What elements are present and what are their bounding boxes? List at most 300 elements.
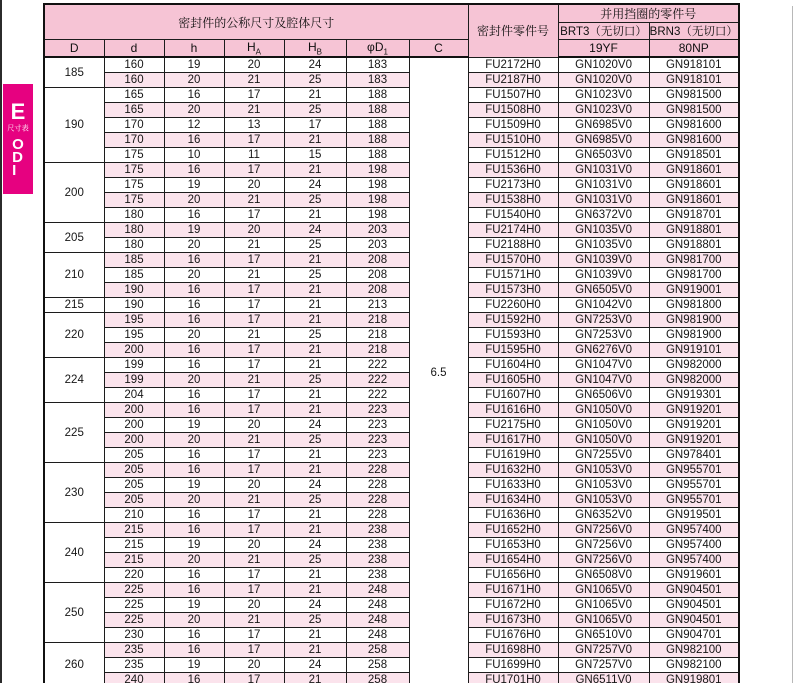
cell-seal-part-number: FU2187H0 (468, 73, 558, 88)
cell-d: 204 (104, 388, 164, 403)
cell-ring-19yf: GN7255V0 (558, 448, 649, 463)
table-row (44, 493, 739, 508)
cell-seal-part-number: FU1676H0 (468, 628, 558, 643)
cell-D: 205 (44, 223, 104, 253)
header-ring-type-brt3: BRT3（无切口） (558, 23, 649, 40)
cell-ring-19yf: GN1031V0 (558, 193, 649, 208)
cell-ring-19yf: GN6985V0 (558, 118, 649, 133)
cell-seal-part-number: FU1536H0 (468, 163, 558, 178)
cell-ring-19yf: GN7253V0 (558, 313, 649, 328)
cell-d: 175 (104, 193, 164, 208)
header-ring-code-19yf: 19YF (558, 40, 649, 58)
cell-h: 16 (164, 88, 224, 103)
cell-HA: 17 (224, 463, 284, 478)
cell-HA: 21 (224, 553, 284, 568)
table-row (44, 133, 739, 148)
cell-d: 175 (104, 163, 164, 178)
table-row (44, 463, 739, 478)
cell-phi-D1: 228 (346, 493, 409, 508)
cell-seal-part-number: FU1593H0 (468, 328, 558, 343)
cell-h: 16 (164, 523, 224, 538)
cell-h: 16 (164, 628, 224, 643)
table-row (44, 163, 739, 178)
cell-ring-19yf: GN1039V0 (558, 268, 649, 283)
cell-HB: 25 (284, 373, 346, 388)
page-right-border-line (792, 6, 793, 683)
cell-ring-80np: GN904501 (649, 613, 739, 628)
cell-d: 170 (104, 133, 164, 148)
cell-d: 180 (104, 238, 164, 253)
cell-HA: 17 (224, 283, 284, 298)
cell-phi-D1: 222 (346, 373, 409, 388)
cell-d: 175 (104, 148, 164, 163)
table-row (44, 178, 739, 193)
cell-ring-80np: GN919201 (649, 433, 739, 448)
cell-d: 205 (104, 478, 164, 493)
cell-h: 19 (164, 418, 224, 433)
table-row (44, 298, 739, 313)
cell-ring-19yf: GN6508V0 (558, 568, 649, 583)
cell-HA: 17 (224, 133, 284, 148)
cell-ring-19yf: GN6503V0 (558, 148, 649, 163)
cell-ring-80np: GN981500 (649, 88, 739, 103)
cell-phi-D1: 188 (346, 148, 409, 163)
header-ring-code-80np: 80NP (649, 40, 739, 58)
cell-seal-part-number: FU1671H0 (468, 583, 558, 598)
cell-h: 16 (164, 163, 224, 178)
cell-HB: 24 (284, 418, 346, 433)
cell-ring-19yf: GN1035V0 (558, 238, 649, 253)
section-index-tab (3, 84, 33, 194)
cell-HB: 24 (284, 658, 346, 673)
cell-h: 16 (164, 403, 224, 418)
cell-phi-D1: 208 (346, 268, 409, 283)
cell-HA: 17 (224, 403, 284, 418)
section-tab-letter: I (12, 162, 17, 179)
cell-phi-D1: 228 (346, 463, 409, 478)
cell-d: 225 (104, 613, 164, 628)
cell-ring-19yf: GN6510V0 (558, 628, 649, 643)
cell-ring-19yf: GN1035V0 (558, 223, 649, 238)
cell-d: 225 (104, 598, 164, 613)
cell-D: 210 (44, 253, 104, 298)
cell-ring-19yf: GN6352V0 (558, 508, 649, 523)
cell-HB: 21 (284, 448, 346, 463)
cell-HA: 11 (224, 148, 284, 163)
cell-HB: 24 (284, 598, 346, 613)
cell-phi-D1: 213 (346, 298, 409, 313)
cell-seal-part-number: FU1632H0 (468, 463, 558, 478)
cell-d: 215 (104, 523, 164, 538)
cell-phi-D1: 218 (346, 343, 409, 358)
cell-ring-19yf: GN7256V0 (558, 538, 649, 553)
cell-ring-80np: GN981700 (649, 253, 739, 268)
cell-ring-80np: GN955701 (649, 493, 739, 508)
cell-seal-part-number: FU1634H0 (468, 493, 558, 508)
cell-HA: 21 (224, 493, 284, 508)
cell-D: 260 (44, 643, 104, 683)
cell-ring-80np: GN981900 (649, 328, 739, 343)
cell-ring-19yf: GN1065V0 (558, 598, 649, 613)
cell-HB: 25 (284, 103, 346, 118)
cell-phi-D1: 248 (346, 598, 409, 613)
cell-d: 190 (104, 298, 164, 313)
cell-ring-19yf: GN6505V0 (558, 283, 649, 298)
table-header (44, 4, 739, 57)
cell-ring-19yf: GN1053V0 (558, 478, 649, 493)
cell-HB: 21 (284, 283, 346, 298)
cell-ring-80np: GN981800 (649, 298, 739, 313)
cell-ring-19yf: GN7253V0 (558, 328, 649, 343)
cell-ring-80np: GN919101 (649, 343, 739, 358)
cell-HB: 21 (284, 568, 346, 583)
cell-phi-D1: 248 (346, 628, 409, 643)
cell-HB: 25 (284, 613, 346, 628)
cell-ring-80np: GN919201 (649, 418, 739, 433)
cell-phi-D1: 203 (346, 223, 409, 238)
cell-seal-part-number: FU1699H0 (468, 658, 558, 673)
header-col-d: d (104, 40, 164, 58)
cell-HA: 20 (224, 478, 284, 493)
header-col-h: h (164, 40, 224, 58)
cell-seal-part-number: FU1701H0 (468, 673, 558, 683)
cell-ring-19yf: GN1031V0 (558, 178, 649, 193)
cell-D: 240 (44, 523, 104, 583)
cell-h: 20 (164, 433, 224, 448)
cell-D: 220 (44, 313, 104, 358)
header-dims-title: 密封件的公称尺寸及腔体尺寸 (44, 4, 468, 40)
table-row (44, 343, 739, 358)
dimension-table (43, 3, 740, 683)
cell-d: 205 (104, 493, 164, 508)
cell-d: 165 (104, 88, 164, 103)
cell-ring-80np: GN982100 (649, 658, 739, 673)
cell-seal-part-number: FU1619H0 (468, 448, 558, 463)
cell-HA: 17 (224, 313, 284, 328)
cell-HB: 25 (284, 553, 346, 568)
cell-ring-80np: GN918101 (649, 73, 739, 88)
cell-HA: 17 (224, 343, 284, 358)
cell-d: 160 (104, 57, 164, 73)
cell-HA: 21 (224, 103, 284, 118)
cell-ring-19yf: GN6511V0 (558, 673, 649, 683)
cell-HA: 21 (224, 433, 284, 448)
cell-HB: 21 (284, 388, 346, 403)
cell-HB: 21 (284, 628, 346, 643)
cell-seal-part-number: FU2172H0 (468, 57, 558, 73)
cell-ring-19yf: GN1065V0 (558, 613, 649, 628)
table-row (44, 358, 739, 373)
cell-seal-part-number: FU1508H0 (468, 103, 558, 118)
cell-ring-80np: GN919601 (649, 568, 739, 583)
cell-d: 185 (104, 253, 164, 268)
cell-d: 195 (104, 328, 164, 343)
cell-ring-80np: GN918601 (649, 178, 739, 193)
cell-h: 19 (164, 223, 224, 238)
header-ring-type-brn3: BRN3（无切口） (649, 23, 739, 40)
cell-h: 19 (164, 478, 224, 493)
cell-ring-80np: GN981600 (649, 118, 739, 133)
cell-ring-80np: GN904501 (649, 598, 739, 613)
cell-phi-D1: 188 (346, 103, 409, 118)
cell-HA: 17 (224, 298, 284, 313)
cell-ring-80np: GN981600 (649, 133, 739, 148)
cell-h: 20 (164, 373, 224, 388)
cell-ring-19yf: GN1050V0 (558, 433, 649, 448)
cell-h: 10 (164, 148, 224, 163)
table-row (44, 478, 739, 493)
table-row (44, 103, 739, 118)
cell-phi-D1: 258 (346, 643, 409, 658)
cell-h: 20 (164, 193, 224, 208)
table-row (44, 73, 739, 88)
cell-phi-D1: 183 (346, 57, 409, 73)
cell-phi-D1: 208 (346, 283, 409, 298)
cell-seal-part-number: FU1633H0 (468, 478, 558, 493)
cell-ring-80np: GN918801 (649, 223, 739, 238)
cell-phi-D1: 238 (346, 523, 409, 538)
table-row (44, 673, 739, 683)
cell-phi-D1: 188 (346, 118, 409, 133)
cell-ring-19yf: GN1039V0 (558, 253, 649, 268)
cell-seal-part-number: FU1654H0 (468, 553, 558, 568)
cell-phi-D1: 198 (346, 163, 409, 178)
cell-HA: 21 (224, 268, 284, 283)
cell-seal-part-number: FU1605H0 (468, 373, 558, 388)
header-part-number-title: 密封件零件号 (468, 4, 558, 57)
cell-phi-D1: 223 (346, 433, 409, 448)
cell-HA: 13 (224, 118, 284, 133)
cell-HB: 25 (284, 493, 346, 508)
cell-ring-19yf: GN6506V0 (558, 388, 649, 403)
cell-ring-19yf: GN6276V0 (558, 343, 649, 358)
cell-ring-80np: GN981500 (649, 103, 739, 118)
cell-seal-part-number: FU1672H0 (468, 598, 558, 613)
cell-HA: 17 (224, 628, 284, 643)
cell-seal-part-number: FU1595H0 (468, 343, 558, 358)
cell-seal-part-number: FU1540H0 (468, 208, 558, 223)
cell-ring-19yf: GN6372V0 (558, 208, 649, 223)
cell-h: 16 (164, 673, 224, 683)
cell-D: 190 (44, 88, 104, 163)
cell-ring-80np: GN957400 (649, 553, 739, 568)
cell-HB: 21 (284, 463, 346, 478)
table-row (44, 57, 739, 73)
cell-D: 230 (44, 463, 104, 523)
cell-phi-D1: 223 (346, 403, 409, 418)
table-row (44, 328, 739, 343)
cell-d: 165 (104, 103, 164, 118)
cell-d: 180 (104, 223, 164, 238)
cell-HB: 21 (284, 88, 346, 103)
cell-phi-D1: 238 (346, 538, 409, 553)
cell-seal-part-number: FU1607H0 (468, 388, 558, 403)
header-ring-title: 并用挡圈的零件号 (558, 4, 739, 23)
table-row (44, 268, 739, 283)
cell-phi-D1: 222 (346, 388, 409, 403)
cell-phi-D1: 258 (346, 673, 409, 683)
cell-seal-part-number: FU1592H0 (468, 313, 558, 328)
cell-HA: 20 (224, 658, 284, 673)
cell-h: 20 (164, 493, 224, 508)
table-row (44, 403, 739, 418)
cell-HB: 21 (284, 298, 346, 313)
cell-HB: 21 (284, 358, 346, 373)
table-row (44, 283, 739, 298)
cell-seal-part-number: FU1507H0 (468, 88, 558, 103)
cell-d: 200 (104, 343, 164, 358)
cell-D: 225 (44, 403, 104, 463)
cell-d: 185 (104, 268, 164, 283)
cell-ring-80np: GN981700 (649, 268, 739, 283)
cell-HB: 21 (284, 163, 346, 178)
cell-ring-80np: GN955701 (649, 463, 739, 478)
cell-phi-D1: 198 (346, 208, 409, 223)
cell-phi-D1: 228 (346, 478, 409, 493)
cell-seal-part-number: FU1617H0 (468, 433, 558, 448)
cell-phi-D1: 228 (346, 508, 409, 523)
table-row (44, 253, 739, 268)
cell-ring-19yf: GN7257V0 (558, 643, 649, 658)
cell-d: 215 (104, 538, 164, 553)
table-row (44, 658, 739, 673)
cell-HB: 21 (284, 673, 346, 683)
cell-h: 16 (164, 448, 224, 463)
cell-d: 235 (104, 643, 164, 658)
cell-ring-80np: GN919201 (649, 403, 739, 418)
cell-h: 20 (164, 238, 224, 253)
cell-h: 12 (164, 118, 224, 133)
cell-d: 180 (104, 208, 164, 223)
cell-HB: 21 (284, 343, 346, 358)
cell-HB: 24 (284, 57, 346, 73)
cell-HB: 21 (284, 508, 346, 523)
cell-HA: 17 (224, 523, 284, 538)
cell-HB: 21 (284, 253, 346, 268)
cell-d: 210 (104, 508, 164, 523)
table-row (44, 538, 739, 553)
cell-HB: 25 (284, 433, 346, 448)
cell-h: 20 (164, 613, 224, 628)
cell-HA: 21 (224, 73, 284, 88)
table-row (44, 643, 739, 658)
cell-HA: 21 (224, 328, 284, 343)
cell-phi-D1: 238 (346, 568, 409, 583)
cell-seal-part-number: FU1571H0 (468, 268, 558, 283)
cell-ring-80np: GN957400 (649, 523, 739, 538)
cell-ring-19yf: GN1050V0 (558, 418, 649, 433)
cell-HA: 20 (224, 223, 284, 238)
cell-D: 185 (44, 57, 104, 88)
section-tab-vertical-letters (12, 138, 24, 177)
cell-ring-80np: GN918801 (649, 238, 739, 253)
cell-phi-D1: 203 (346, 238, 409, 253)
cell-d: 225 (104, 583, 164, 598)
cell-h: 16 (164, 568, 224, 583)
header-col-phi-D1: $\varphi D_1$ (346, 40, 409, 58)
cell-ring-19yf: GN7257V0 (558, 658, 649, 673)
cell-ring-19yf: GN1047V0 (558, 358, 649, 373)
table-row (44, 613, 739, 628)
cell-ring-80np: GN919801 (649, 673, 739, 683)
cell-ring-80np: GN919001 (649, 283, 739, 298)
cell-HB: 24 (284, 178, 346, 193)
cell-d: 200 (104, 433, 164, 448)
table-row (44, 448, 739, 463)
cell-HB: 25 (284, 268, 346, 283)
cell-HB: 25 (284, 238, 346, 253)
table-row (44, 118, 739, 133)
cell-h: 16 (164, 283, 224, 298)
table-row (44, 508, 739, 523)
cell-D: 215 (44, 298, 104, 313)
cell-seal-part-number: FU2174H0 (468, 223, 558, 238)
cell-ring-80np: GN918601 (649, 193, 739, 208)
cell-d: 240 (104, 673, 164, 683)
cell-D: 224 (44, 358, 104, 403)
cell-phi-D1: 198 (346, 193, 409, 208)
cell-ring-80np: GN904701 (649, 628, 739, 643)
cell-ring-80np: GN919501 (649, 508, 739, 523)
cell-phi-D1: 223 (346, 418, 409, 433)
cell-phi-D1: 208 (346, 253, 409, 268)
cell-h: 20 (164, 73, 224, 88)
table-row (44, 223, 739, 238)
header-col-D: D (44, 40, 104, 58)
cell-HB: 21 (284, 643, 346, 658)
cell-phi-D1: 188 (346, 88, 409, 103)
cell-phi-D1: 258 (346, 658, 409, 673)
cell-seal-part-number: FU1653H0 (468, 538, 558, 553)
section-tab-label: 尺寸表 (7, 124, 29, 133)
cell-HA: 17 (224, 358, 284, 373)
cell-seal-part-number: FU1673H0 (468, 613, 558, 628)
cell-HA: 20 (224, 538, 284, 553)
cell-seal-part-number: FU1512H0 (468, 148, 558, 163)
cell-phi-D1: 218 (346, 313, 409, 328)
table-row (44, 193, 739, 208)
table-row (44, 373, 739, 388)
cell-seal-part-number: FU1510H0 (468, 133, 558, 148)
cell-h: 16 (164, 583, 224, 598)
cell-seal-part-number: FU1616H0 (468, 403, 558, 418)
cell-D: 250 (44, 583, 104, 643)
table-row (44, 88, 739, 103)
section-tab-letter: D (12, 149, 23, 166)
cell-HB: 21 (284, 133, 346, 148)
table-row (44, 598, 739, 613)
cell-ring-80np: GN919301 (649, 388, 739, 403)
cell-HA: 20 (224, 598, 284, 613)
cell-HA: 17 (224, 88, 284, 103)
cell-seal-part-number: FU2188H0 (468, 238, 558, 253)
cell-seal-part-number: FU1652H0 (468, 523, 558, 538)
header-col-C: C (409, 40, 468, 58)
cell-HB: 21 (284, 208, 346, 223)
cell-ring-80np: GN904501 (649, 583, 739, 598)
cell-phi-D1: 223 (346, 448, 409, 463)
table-row (44, 523, 739, 538)
header-col-HB: $H_B$ (284, 40, 346, 58)
cell-ring-19yf: GN7256V0 (558, 523, 649, 538)
table-row (44, 418, 739, 433)
cell-ring-80np: GN982100 (649, 643, 739, 658)
cell-ring-80np: GN918601 (649, 163, 739, 178)
cell-h: 19 (164, 658, 224, 673)
cell-d: 230 (104, 628, 164, 643)
table-row (44, 553, 739, 568)
cell-D: 200 (44, 163, 104, 223)
